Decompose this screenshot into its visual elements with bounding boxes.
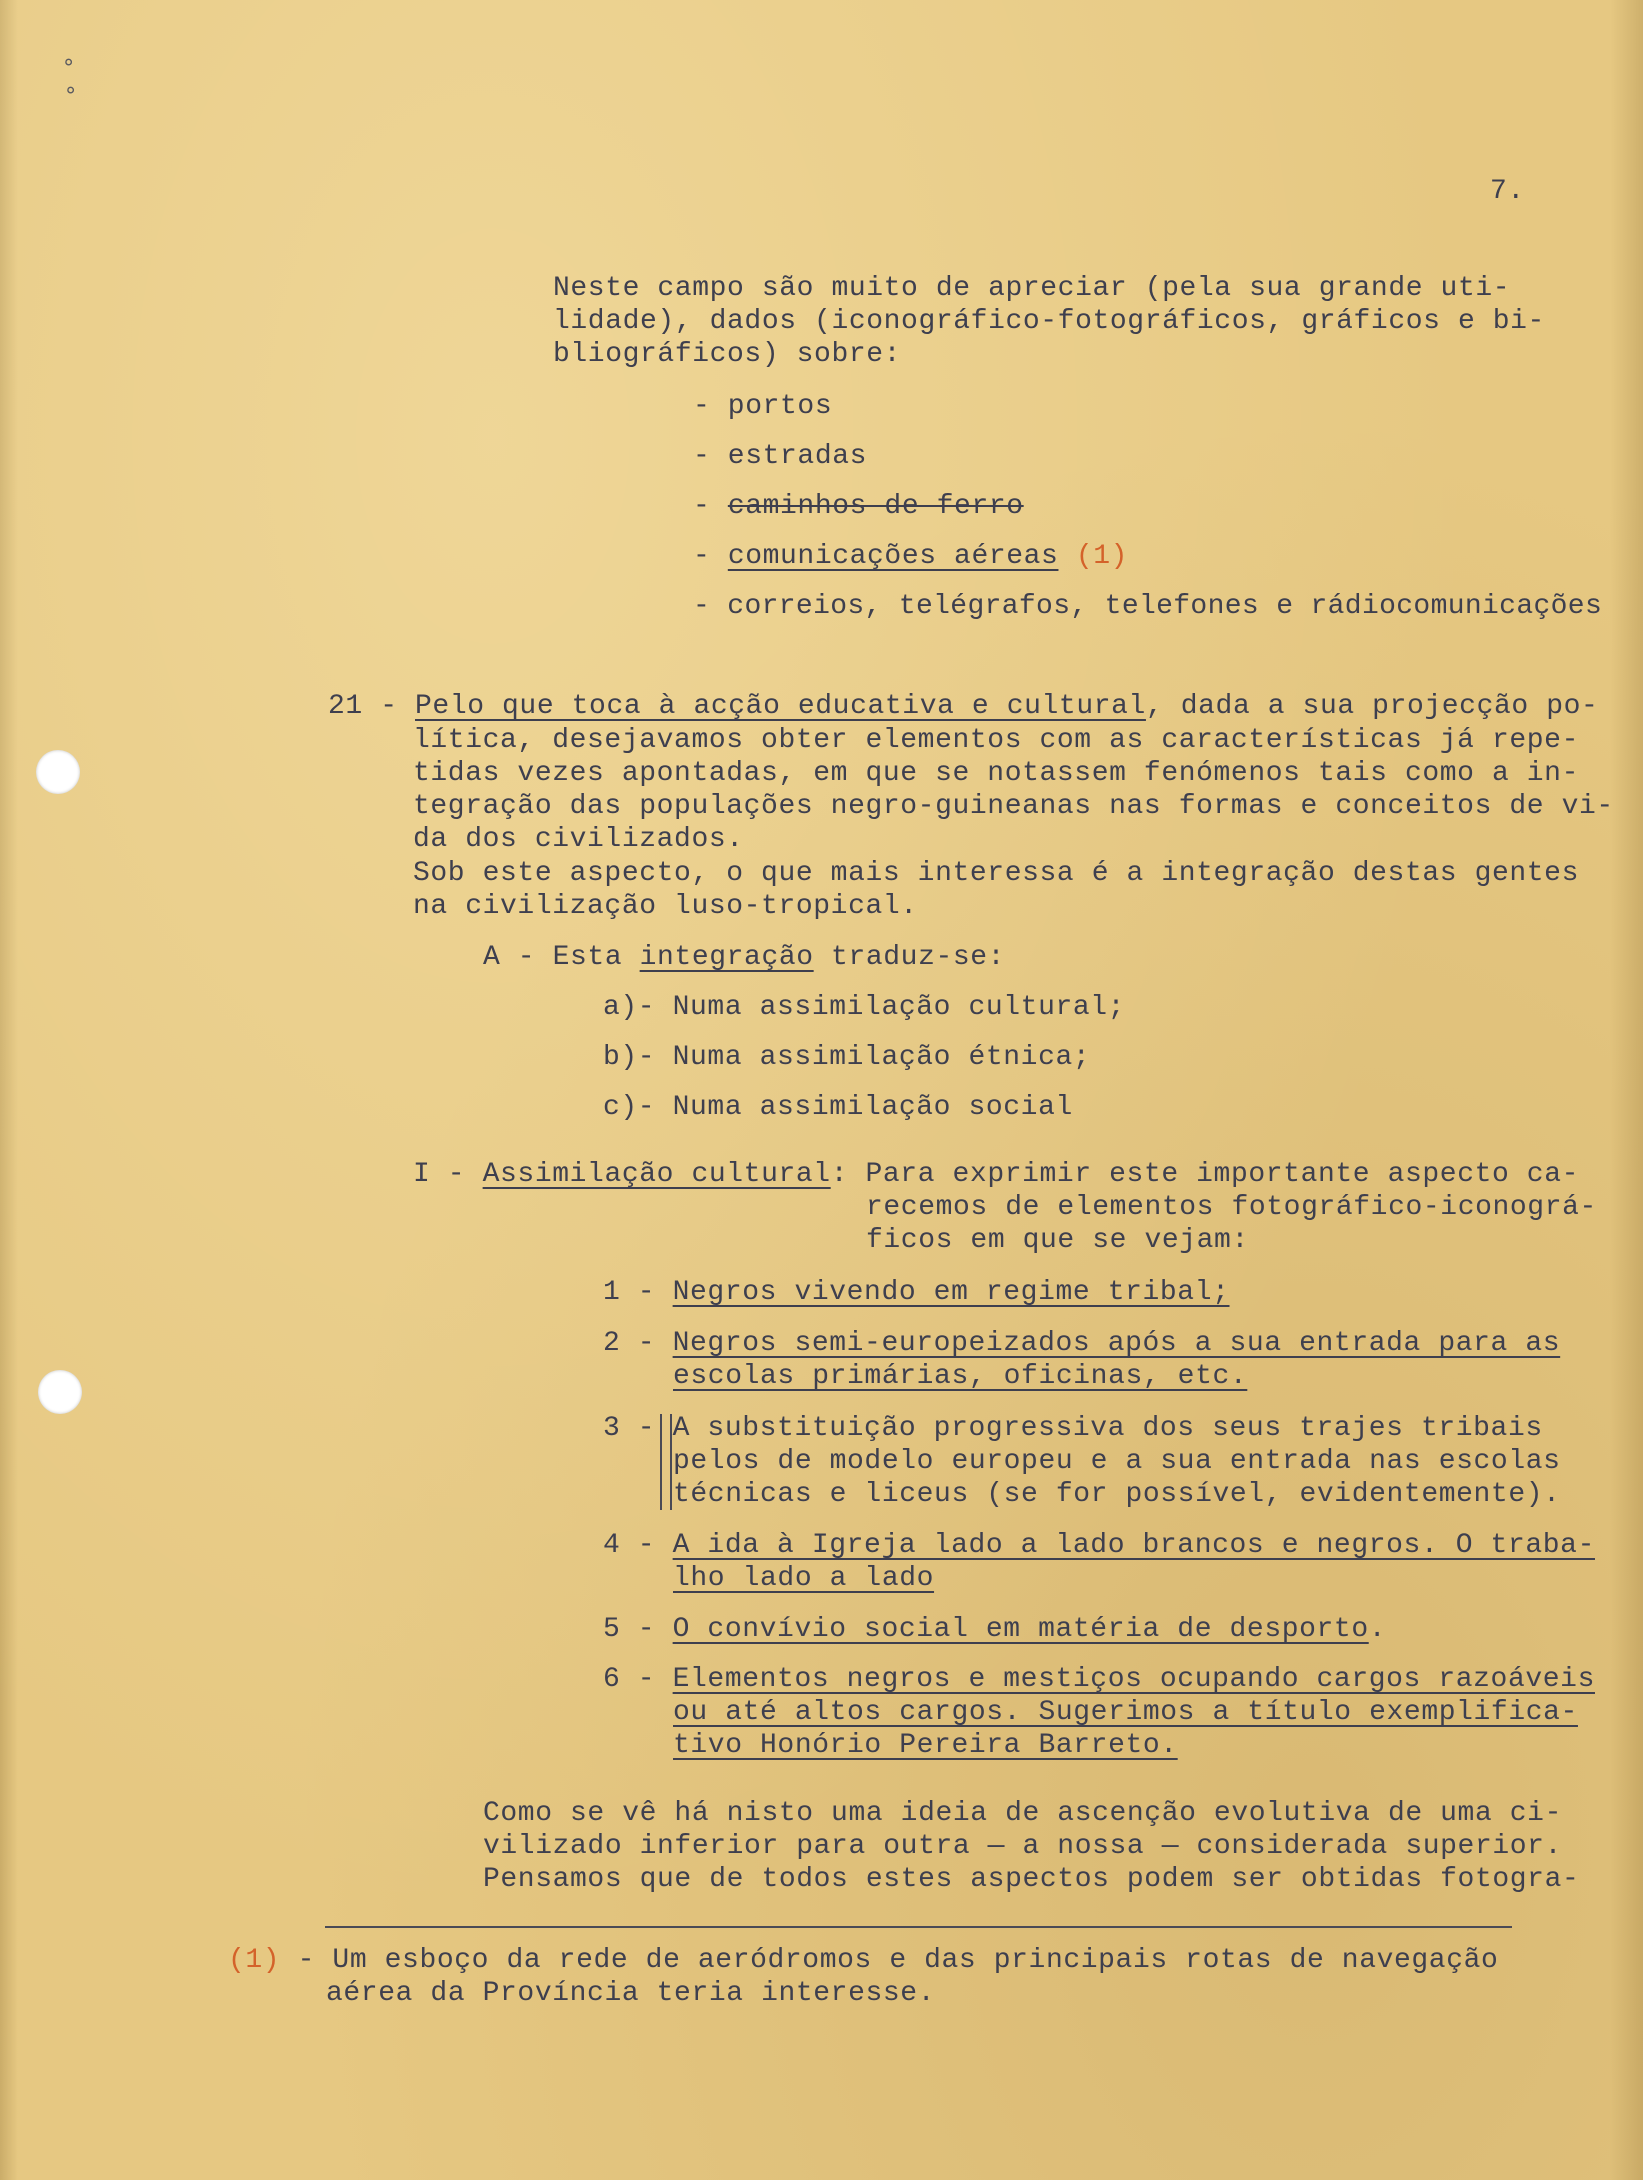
item-text: Negros vivendo em regime tribal;: [672, 1277, 1230, 1308]
intro-line: lidade), dados (iconográfico-fotográficos, gráficos e bi-: [553, 306, 1545, 337]
footnote-text: - Um esboço da rede de aeródromos e das principais rotas de navegação: [280, 1945, 1499, 1976]
underlined-item: comunicações aéreas: [727, 541, 1059, 572]
page-number: 7.: [1490, 176, 1525, 207]
intro-line: Neste campo são muito de apreciar (pela sua grande uti-: [553, 273, 1511, 304]
struck-item: caminhos de ferro: [727, 491, 1024, 522]
item-number: 3 -: [603, 1413, 673, 1444]
footnote-rule: [325, 1926, 1512, 1928]
item-4: [603, 1529, 1595, 1562]
item-text: Elementos negros e mestiços ocupando cargos razoáveis: [672, 1664, 1595, 1695]
subsection-a-suffix: traduz-se:: [813, 942, 1006, 973]
subsection-i-line: ficos em que se vejam:: [866, 1225, 1249, 1256]
subsection-i-line: recemos de elementos fotográfico-iconográ-: [866, 1192, 1597, 1223]
item-text: A substituição progressiva dos seus trajes tribais: [672, 1413, 1543, 1444]
intro-line: bliográficos) sobre:: [553, 339, 902, 370]
list-item: - estradas: [693, 441, 868, 472]
list-item: - correios, telégrafos, telefones e rádiocomunicações: [693, 591, 1603, 622]
section-21-line: [328, 690, 1598, 723]
section-text: , dada a sua projecção po-: [1145, 691, 1599, 722]
item-5: [603, 1613, 1386, 1646]
subsection-i-title: Assimilação cultural: [482, 1159, 831, 1190]
item-number: 4 -: [603, 1530, 673, 1561]
item-end: .: [1368, 1614, 1387, 1645]
item-text: Negros semi-europeizados após a sua entrada para as: [672, 1328, 1561, 1359]
item-2: [603, 1327, 1560, 1360]
assimilation-item: b)- Numa assimilação étnica;: [603, 1042, 1091, 1073]
item-number: 5 -: [603, 1614, 673, 1645]
section-21-line: da dos civilizados.: [413, 824, 744, 855]
section-21-line: tegração das populações negro-guineanas nas formas e conceitos de vi-: [413, 791, 1614, 822]
subsection-i: [413, 1158, 1579, 1191]
subsection-a: [483, 941, 1005, 974]
item-1: [603, 1276, 1230, 1309]
item-text: O convívio social em matéria de desporto: [672, 1614, 1369, 1645]
section-heading: Pelo que toca à acção educativa e cultural: [415, 691, 1146, 722]
item-number: 6 -: [603, 1664, 673, 1695]
list-item: [693, 490, 1024, 523]
assimilation-item: a)- Numa assimilação cultural;: [603, 992, 1126, 1023]
list-item: [693, 540, 1128, 573]
item-4-cont: lho lado a lado: [673, 1563, 935, 1594]
section-21-line: Sob este aspecto, o que mais interessa é a integração destas gentes: [413, 858, 1579, 889]
subsection-a-term: integração: [639, 942, 814, 973]
assimilation-item: c)- Numa assimilação social: [603, 1092, 1073, 1123]
list-dash: -: [693, 491, 728, 522]
footnote-cont: aérea da Província teria interesse.: [326, 1978, 936, 2009]
item-6-cont: ou até altos cargos. Sugerimos a título exemplifica-: [673, 1697, 1578, 1728]
item-2-cont: escolas primárias, oficinas, etc.: [673, 1361, 1248, 1392]
item-6-cont: tivo Honório Pereira Barreto.: [673, 1730, 1178, 1761]
margin-mark: ∘: [62, 51, 76, 76]
closing-line: Pensamos que de todos estes aspectos podem ser obtidas fotogra-: [483, 1864, 1580, 1895]
item-3-cont: pelos de modelo europeu e a sua entrada nas escolas: [673, 1446, 1561, 1477]
section-21-line: lítica, desejavamos obter elementos com as características já repe-: [413, 725, 1579, 756]
footnote: [228, 1944, 1498, 1977]
list-dash: -: [693, 541, 728, 572]
closing-line: vilizado inferior para outra — a nossa — considerada superior.: [483, 1831, 1562, 1862]
section-21-line: tidas vezes apontadas, em que se notassem fenómenos tais como a in-: [413, 758, 1579, 789]
section-21-line: na civilização luso-tropical.: [413, 891, 918, 922]
punch-hole-bottom: [38, 1370, 82, 1414]
item-number: 1 -: [603, 1277, 673, 1308]
item-6: [603, 1663, 1595, 1696]
footnote-ref: (1): [1075, 541, 1129, 572]
footnote-mark: (1): [228, 1945, 281, 1976]
subsection-i-text: Para exprimir este importante aspecto ca-: [848, 1159, 1580, 1190]
subsection-i-number: I -: [413, 1159, 483, 1190]
margin-mark: ∘: [64, 79, 78, 104]
subsection-a-prefix: A - Esta: [483, 942, 640, 973]
subsection-i-colon: :: [830, 1159, 849, 1190]
list-item: - portos: [693, 391, 833, 422]
closing-line: Como se vê há nisto uma ideia de ascenção evolutiva de uma ci-: [483, 1798, 1562, 1829]
item-3-cont: técnicas e liceus (se for possível, evidentemente).: [673, 1479, 1561, 1510]
margin-bracket: [660, 1414, 672, 1510]
item-text: A ida à Igreja lado a lado brancos e negros. O traba-: [672, 1530, 1595, 1561]
item-number: 2 -: [603, 1328, 673, 1359]
punch-hole-top: [36, 750, 80, 794]
section-number: 21 -: [328, 691, 416, 722]
item-3: [603, 1412, 1543, 1445]
